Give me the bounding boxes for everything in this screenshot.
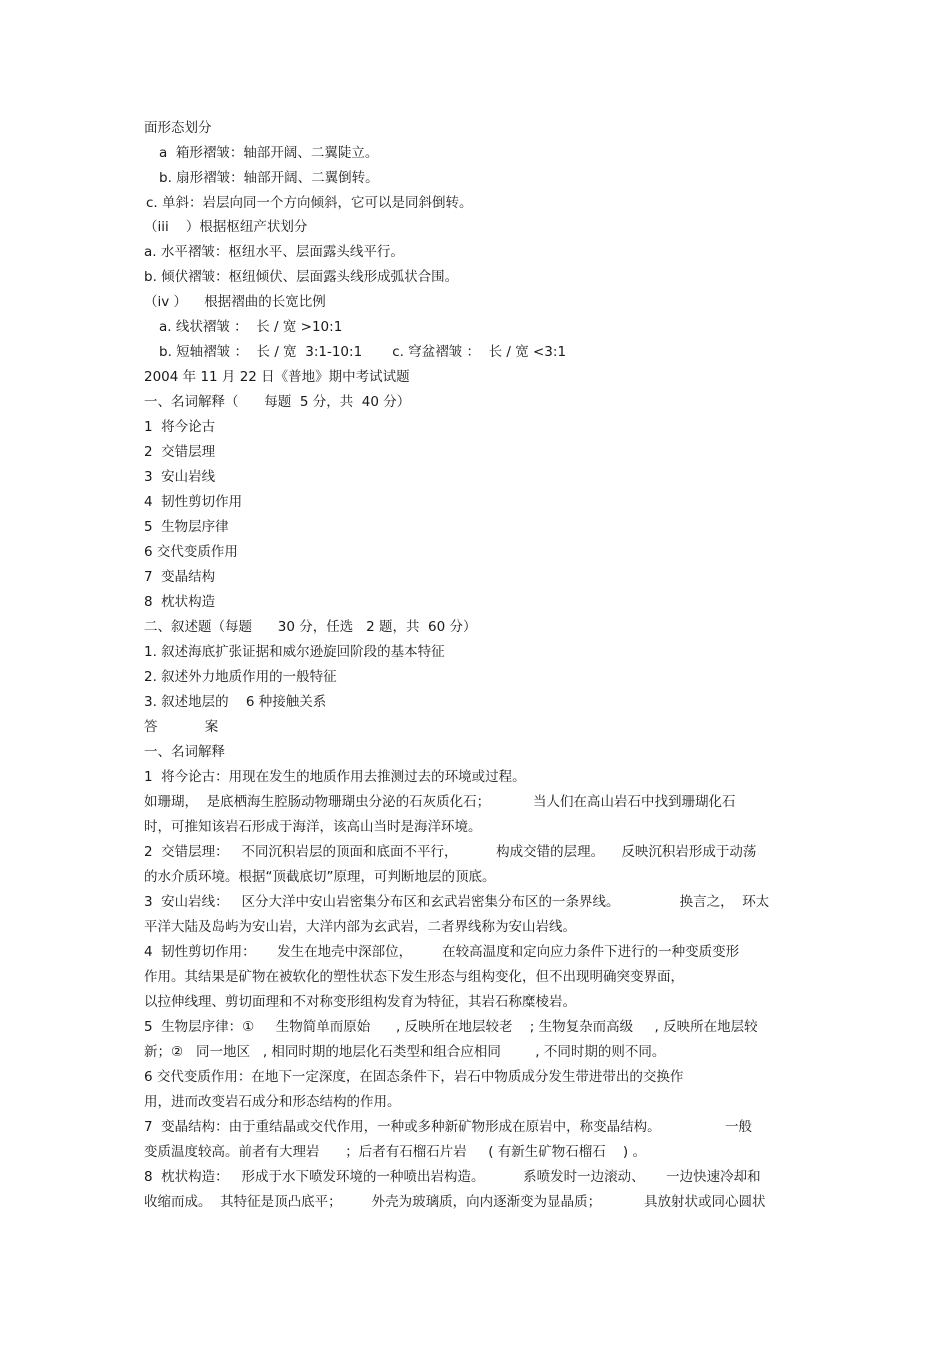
text-line: 作用。其结果是矿物在被软化的塑性状态下发生形态与组构变化，但不出现明确突变界面， (144, 969, 684, 985)
text-line: 变质温度较高。前者有大理岩 ；后者有石榴石片岩 ( 有新生矿物石榴石 ) 。 (144, 1144, 646, 1160)
text-line: a. 水平褶皱：枢纽水平、层面露头线平行。 (144, 244, 404, 260)
text-line: c. 单斜：岩层向同一个方向倾斜，它可以是同斜倒转。 (146, 195, 473, 211)
text-line: 用，进而改变岩石成分和形态结构的作用。 (144, 1094, 401, 1110)
text-line: 2 交错层理： 不同沉积岩层的顶面和底面不平行， 构成交错的层理。 反映沉积岩形成于动荡 (144, 844, 757, 860)
text-line: 2004 年 11 月 22 日《普地》期中考试试题 (144, 369, 410, 385)
text-line: 5 生物层序律：① 生物简单而原始 , 反映所在地层较老 ; 生物复杂而高级 , 反映所在地层较 (144, 1019, 758, 1035)
text-line: b. 倾伏褶皱：枢纽倾伏、层面露头线形成弧状合围。 (144, 269, 459, 285)
text-line: 7 变晶结构：由于重结晶或交代作用，一种或多种新矿物形成在原岩中，称变晶结构。 一般 (144, 1119, 753, 1135)
text-line: （iv ） 根据褶曲的长宽比例 (144, 294, 326, 310)
section-heading: 二、叙述题（每题 30 分，任选 2 题，共 60 分） (144, 619, 477, 635)
list-item: 6 交代变质作用 (144, 544, 238, 560)
text-line: 3 安山岩线： 区分大洋中安山岩密集分布区和玄武岩密集分布区的一条界线。 换言之， 环太 (144, 894, 770, 910)
text-line: b. 短轴褶皱 ： 长 / 宽 3:1-10:1 c. 穹盆褶皱 ： 长 / 宽 <3:1 (159, 344, 567, 360)
list-item: 3 安山岩线 (144, 469, 216, 485)
text-line: 8 枕状构造： 形成于水下喷发环境的一种喷出岩构造。 系喷发时一边滚动、 一边快速冷却和 (144, 1169, 761, 1185)
text-line: a. 线状褶皱 ： 长 / 宽 >10:1 (159, 319, 343, 335)
text-line: 4 韧性剪切作用： 发生在地壳中深部位， 在较高温度和定向应力条件下进行的一种变质变形 (144, 944, 740, 960)
answer-heading: 答 案 (144, 719, 219, 735)
list-item: 2 交错层理 (144, 444, 216, 460)
text-line: 的水介质环境。根据“顶截底切”原理，可判断地层的顶底。 (144, 869, 496, 885)
text-line: 1 将今论古：用现在发生的地质作用去推测过去的环境或过程。 (144, 769, 526, 785)
list-item: 1. 叙述海底扩张证据和威尔逊旋回阶段的基本特征 (144, 644, 445, 660)
list-item: 3. 叙述地层的 6 种接触关系 (144, 694, 327, 710)
text-line: 以拉伸线理、剪切面理和不对称变形组构发育为特征，其岩石称糜棱岩。 (144, 994, 576, 1010)
list-item: 4 韧性剪切作用 (144, 494, 243, 510)
text-line: b. 扇形褶皱：轴部开阔、二翼倒转。 (159, 170, 379, 186)
section-heading: 一、名词解释 (144, 744, 225, 760)
section-heading: 一、名词解释（ 每题 5 分，共 40 分） (144, 394, 411, 410)
text-line: 平洋大陆及岛屿为安山岩，大洋内部为玄武岩，二者界线称为安山岩线。 (144, 919, 576, 935)
list-item: 8 枕状构造 (144, 594, 216, 610)
text-line: 如珊瑚， 是底栖海生腔肠动物珊瑚虫分泌的石灰质化石； 当人们在高山岩石中找到珊瑚化石 (144, 794, 736, 810)
list-item: 2. 叙述外力地质作用的一般特征 (144, 669, 337, 685)
list-item: 7 变晶结构 (144, 569, 216, 585)
text-line: 6 交代变质作用：在地下一定深度，在固态条件下，岩石中物质成分发生带进带出的交换作 (144, 1069, 684, 1085)
text-line: （iii ）根据枢纽产状划分 (144, 219, 308, 235)
text-line: 收缩而成。 其特征是顶凸底平； 外壳为玻璃质，向内逐渐变为显晶质； 具放射状或同心圆状 (144, 1194, 766, 1210)
text-line: 面形态划分 (144, 120, 212, 136)
list-item: 1 将今论古 (144, 419, 216, 435)
list-item: 5 生物层序律 (144, 519, 229, 535)
text-line: 新；② 同一地区 , 相同时期的地层化石类型和组合应相同 , 不同时期的则不同。 (144, 1044, 666, 1060)
text-line: 时，可推知该岩石形成于海洋，该高山当时是海洋环境。 (144, 819, 482, 835)
text-line: a 箱形褶皱：轴部开阔、二翼陡立。 (159, 145, 379, 161)
